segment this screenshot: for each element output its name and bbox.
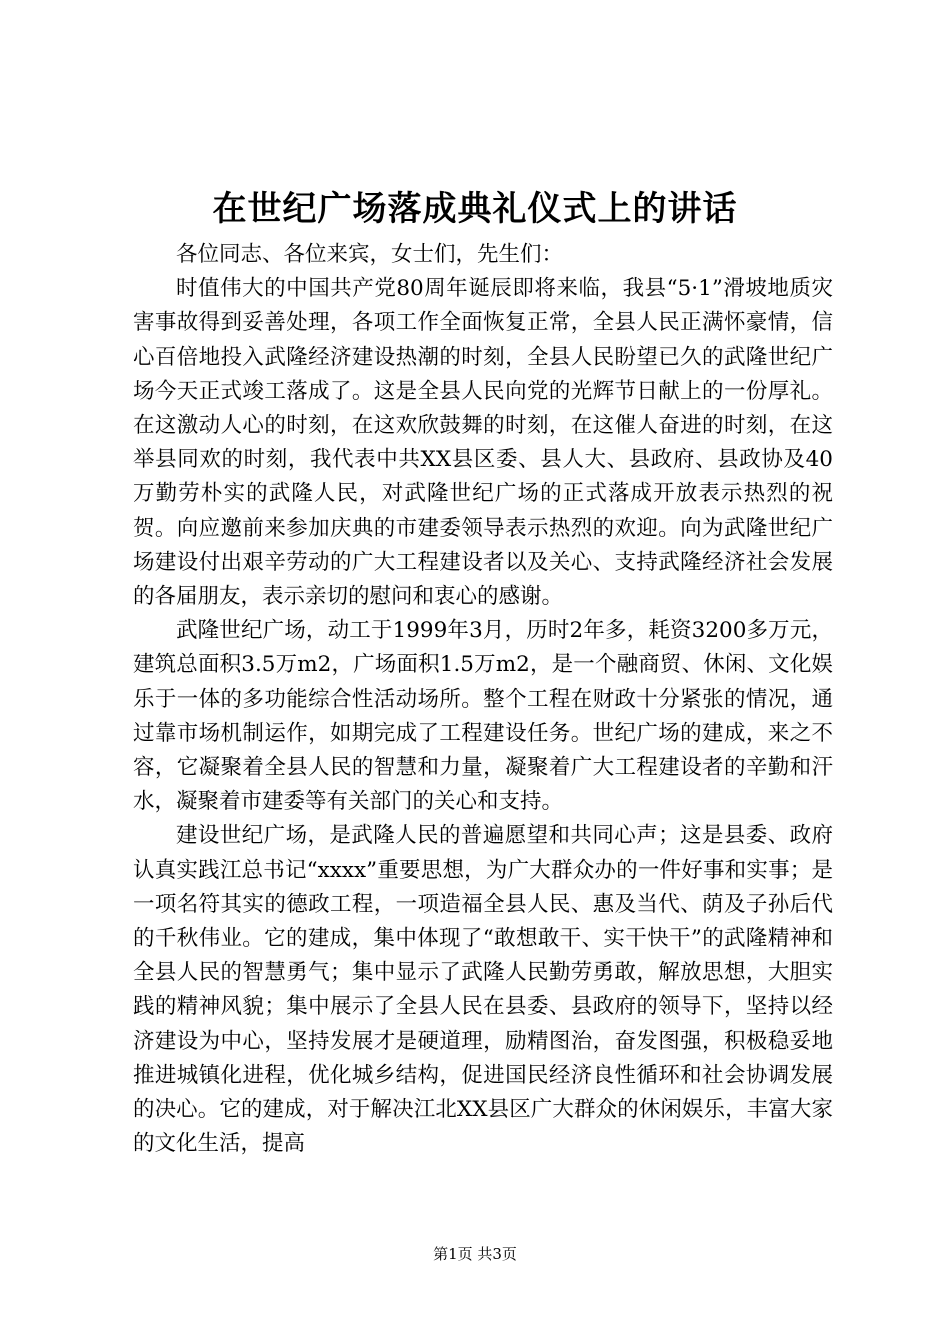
document-title: 在世纪广场落成典礼仪式上的讲话 — [212, 189, 738, 229]
paragraph: 时值伟大的中国共产党80周年诞辰即将来临，我县“5·1”滑坡地质灾害事故得到妥善处理，各项工作全面恢复正常，全县人民正满怀豪情，信心百倍地投入武隆经济建设热潮的时刻，全县人民盼望已久的武隆世纪广场今天正式竣工落成了。这是全县人民向党的光辉节日献上的一份厚礼。在这激动人心的时刻，在这欢欣鼓舞的时刻，在这催人奋进的时刻，在这举县同欢的时刻，我代表中共XX县区委、县人大、县政府、县政协及40万勤劳朴实的武隆人民，对武隆世纪广场的正式落成开放表示热烈的祝贺。向应邀前来参加庆典的市建委领导表示热烈的欢迎。向为武隆世纪广场建设付出艰辛劳动的广大工程建设者以及关心、支持武隆经济社会发展的各届朋友，表示亲切的慰问和衷心的感谢。 — [133, 276, 833, 610]
salutation: 各位同志、各位来宾，女士们，先生们： — [176, 242, 564, 267]
page-number-footer: 第1页 共3页 — [433, 1245, 517, 1263]
paragraph: 武隆世纪广场，动工于1999年3月，历时2年多，耗资3200多万元，建筑总面积3.5万m2，广场面积1.5万m2，是一个融商贸、休闲、文化娱乐于一体的多功能综合性活动场所。整个工程在财政十分紧张的情况，通过靠市场机制运作，如期完成了工程建设任务。世纪广场的建成，来之不容，它凝聚着全县人民的智慧和力量，凝聚着广大工程建设者的辛勤和汗水，凝聚着市建委等有关部门的关心和支持。 — [133, 618, 833, 815]
paragraph: 建设世纪广场，是武隆人民的普遍愿望和共同心声；这是县委、政府认真实践江总书记“xxxx”重要思想，为广大群众办的一件好事和实事；是一项名符其实的德政工程，一项造福全县人民、惠及当代、荫及子孙后代的千秋伟业。它的建成，集中体现了“敢想敢干、实干快干”的武隆精神和全县人民的智慧勇气；集中显示了武隆人民勤劳勇敢，解放思想，大胆实践的精神风貌；集中展示了全县人民在县委、县政府的领导下，坚持以经济建设为中心，坚持发展才是硬道理，励精图治，奋发图强，积极稳妥地推进城镇化进程，优化城乡结构，促进国民经济良性循环和社会协调发展的决心。它的建成，对于解决江北XX县区广大群众的休闲娱乐，丰富大家的文化生活，提高 — [133, 823, 833, 1157]
document-body — [133, 238, 833, 1161]
